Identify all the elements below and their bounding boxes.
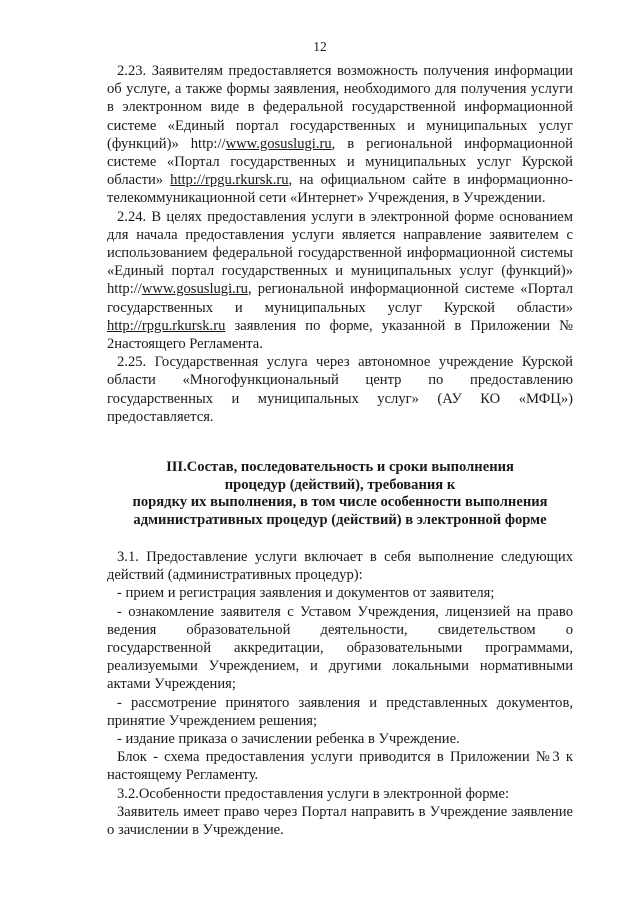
paragraph-3-2: 3.2.Особенности предоставления услуги в электронной форме:	[117, 785, 510, 802]
list-item: - издание приказа о зачислении ребенка в Учреждение.	[117, 731, 460, 748]
heading-line: III.Состав, последовательность и сроки выполнения	[166, 459, 514, 475]
section-2-block	[107, 62, 573, 426]
paragraph-text: 2.23. Заявителям предоставляется возможность получения информации об услуге, а также формы заявления, необходимого для получения услуги в электронном виде в федеральной государственной информационной системе «Единый портал государственных и муниципальных услуг (функций)» http://	[107, 63, 573, 152]
heading-line: процедур (действий), требования к	[224, 476, 456, 493]
paragraph-3-1: 3.1. Предоставление услуги включает в себя выполнение следующих действий (административных процедур):	[107, 549, 573, 584]
paragraph-2-24	[107, 208, 573, 354]
gosuslugi-link[interactable]: www.gosuslugi.ru	[225, 135, 332, 152]
paragraph-applicant: Заявитель имеет право через Портал направить в Учреждение заявление о зачислении в Учреждение.	[107, 803, 573, 839]
paragraph-text: заявления по форме, указанной в Приложении № 2настоящего Регламента.	[107, 317, 573, 353]
section-3-block	[107, 548, 573, 839]
heading-line: административных процедур (действий) в электронной форме	[133, 511, 547, 528]
rpgu-link[interactable]: http://rpgu.rkursk.ru	[107, 317, 226, 334]
list-item: - прием и регистрация заявления и документов от заявителя;	[117, 585, 495, 602]
heading-line: порядку их выполнения, в том числе особенности выполнения	[132, 494, 548, 511]
paragraph-scheme: Блок - схема предоставления услуги приводится в Приложении №3 к настоящему Регламенту.	[107, 749, 573, 784]
paragraph-text: , в региональной информационной системе «Портал государственных и муниципальных услуг Курской области»	[107, 135, 573, 189]
list-item: - рассмотрение принятого заявления и представленных документов, принятие Учреждением решения;	[107, 694, 573, 729]
paragraph-text: 2.24. В целях предоставления услуги в электронной форме основанием для начала предоставления услуги является направление заявителем с использованием федеральной государственной информационной системы «Единый портал государственных и муниципальных услуг (функций)» http://	[107, 208, 573, 298]
rpgu-link[interactable]: http://rpgu.rkursk.ru	[170, 172, 289, 189]
paragraph-2-25: 2.25. Государственная услуга через автономное учреждение Курской области «Многофункциональный центр по предоставлению государственных и муниципальных услуг» (АУ КО «МФЦ») предоставляется.	[107, 354, 573, 425]
list-item: - ознакомление заявителя с Уставом Учреждения, лицензией на право ведения образовательной деятельности, свидетельством о государственной аккредитации, образовательными программами, реализуемыми Учреждением, и другими локальными нормативными актами Учреждения;	[107, 603, 573, 693]
paragraph-2-23	[107, 62, 573, 208]
section-3-heading	[80, 459, 600, 529]
gosuslugi-link[interactable]: www.gosuslugi.ru	[141, 281, 248, 298]
page-number: 12	[313, 39, 327, 54]
paragraph-text: , на официальном сайте в информационно-телекоммуникационной сети «Интернет» Учреждения, в Учреждении.	[107, 172, 573, 207]
paragraph-text: , региональной информационной системе «Портал государственных и муниципальных услуг Курской области»	[107, 281, 573, 316]
